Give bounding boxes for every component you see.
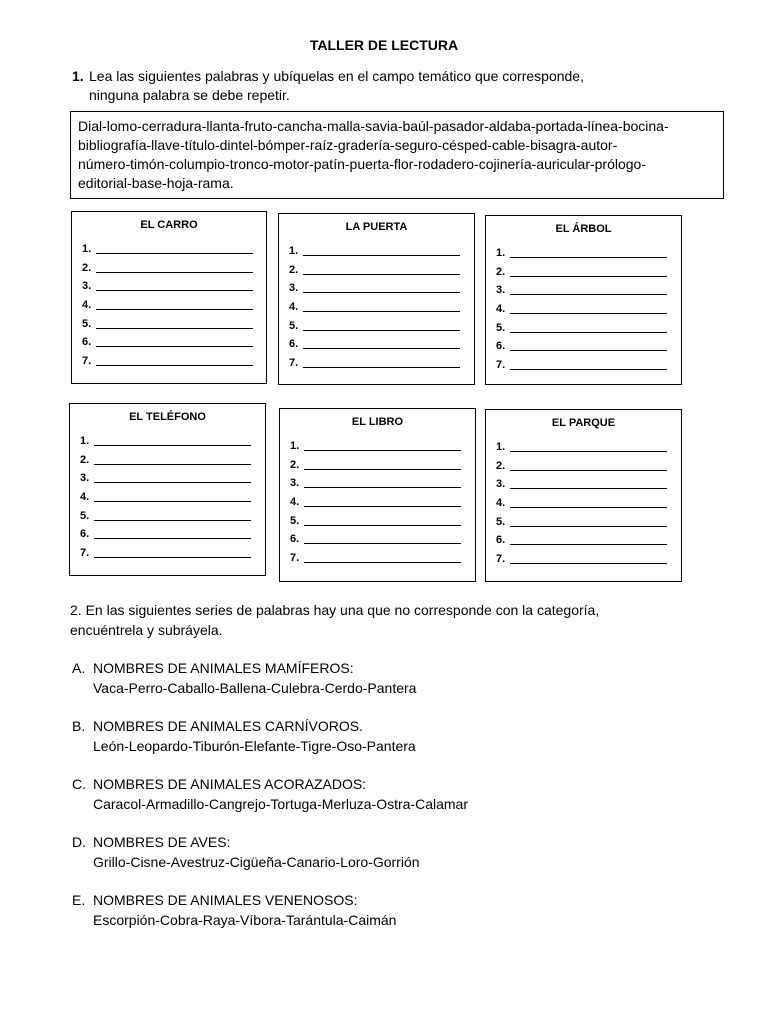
- answer-line[interactable]: [82, 352, 266, 371]
- word-box: [70, 111, 724, 199]
- answer-number: 4.: [289, 301, 299, 314]
- answer-blank[interactable]: [510, 357, 667, 370]
- series-words[interactable]: Vaca-Perro-Caballo-Ballena-Culebra-Cerdo-Pantera: [93, 680, 417, 696]
- answer-number: 3.: [289, 282, 299, 295]
- answer-blank[interactable]: [94, 433, 251, 446]
- answer-line[interactable]: [290, 493, 475, 512]
- question-1-line-2: ninguna palabra se debe repetir.: [89, 87, 290, 103]
- answer-line[interactable]: [496, 337, 681, 356]
- category-title: EL TELÉFONO: [129, 411, 206, 423]
- answer-line[interactable]: [289, 242, 474, 261]
- series-words[interactable]: Grillo-Cisne-Avestruz-Cigüeña-Canario-Loro-Gorrión: [93, 854, 420, 870]
- answer-blank[interactable]: [510, 282, 667, 295]
- answer-line[interactable]: [82, 277, 266, 296]
- question-2-line-2: encuéntrela y subráyela.: [70, 622, 223, 638]
- answer-blank[interactable]: [96, 297, 253, 310]
- series-heading: NOMBRES DE ANIMALES CARNÍVOROS.: [93, 718, 363, 734]
- answer-line[interactable]: [496, 494, 681, 513]
- answer-number: 7.: [289, 357, 299, 370]
- category-box-la-puerta: [278, 213, 475, 385]
- answer-line[interactable]: [80, 525, 265, 544]
- answer-number: 3.: [80, 472, 90, 485]
- answer-number: 2.: [290, 458, 300, 471]
- answer-blank[interactable]: [303, 243, 460, 256]
- answer-number: 1.: [82, 243, 92, 255]
- answer-blank[interactable]: [96, 334, 253, 347]
- answer-number: 7.: [290, 552, 300, 565]
- series-letter: B.: [72, 718, 86, 734]
- answer-blank[interactable]: [96, 353, 253, 366]
- category-title: EL ÁRBOL: [555, 223, 612, 235]
- category-box-el-carro: [71, 211, 267, 384]
- question-1-line-1: [72, 67, 664, 86]
- category-title: EL CARRO: [140, 219, 198, 231]
- answer-number: 4.: [80, 491, 90, 504]
- answer-number: 4.: [290, 496, 300, 509]
- answer-line[interactable]: [82, 259, 266, 278]
- category-box-el-parque: [485, 409, 682, 582]
- answer-line[interactable]: [80, 451, 265, 470]
- category-box-el-arbol: [485, 215, 682, 385]
- answer-line[interactable]: [80, 488, 265, 507]
- series-e: [72, 890, 396, 930]
- answer-number: 3.: [496, 478, 506, 491]
- answer-number: 4.: [82, 299, 92, 312]
- answer-number: 5.: [496, 321, 506, 334]
- answer-line[interactable]: [496, 457, 681, 476]
- series-letter: D.: [72, 834, 86, 850]
- answer-number: 6.: [496, 340, 506, 353]
- answer-blank[interactable]: [96, 316, 253, 329]
- question-1: [72, 67, 664, 105]
- answer-blank[interactable]: [303, 336, 460, 349]
- answer-blank[interactable]: [510, 245, 667, 258]
- answer-blank[interactable]: [94, 470, 251, 483]
- answer-blank[interactable]: [510, 439, 667, 452]
- series-letter: A.: [72, 660, 86, 676]
- answer-number: 3.: [290, 477, 300, 490]
- page-title: TALLER DE LECTURA: [309, 37, 459, 53]
- answer-number: 5.: [496, 515, 506, 528]
- answer-line[interactable]: [290, 474, 475, 493]
- answer-line[interactable]: [289, 261, 474, 280]
- answer-line[interactable]: [496, 531, 681, 550]
- answer-blank[interactable]: [304, 475, 461, 488]
- question-1-text: Lea las siguientes palabras y ubíquelas en el campo temático que corresponde,: [89, 68, 584, 84]
- answer-blank[interactable]: [94, 526, 251, 539]
- answer-blank[interactable]: [304, 531, 461, 544]
- series-b: [72, 716, 416, 756]
- answer-line[interactable]: [290, 512, 475, 531]
- answer-line[interactable]: [496, 550, 681, 569]
- category-title: LA PUERTA: [345, 221, 408, 233]
- answer-line[interactable]: [290, 530, 475, 549]
- answer-line[interactable]: [290, 549, 475, 568]
- answer-blank[interactable]: [510, 301, 667, 314]
- answer-line[interactable]: [82, 315, 266, 334]
- series-heading: NOMBRES DE ANIMALES VENENOSOS:: [93, 892, 358, 908]
- answer-line[interactable]: [496, 281, 681, 300]
- answer-line[interactable]: [496, 300, 681, 319]
- category-box-el-telefono: [69, 403, 266, 576]
- answer-number: 5.: [289, 319, 299, 332]
- answer-blank[interactable]: [510, 495, 667, 508]
- answer-line[interactable]: [80, 469, 265, 488]
- answer-number: 2.: [496, 459, 506, 472]
- series-words[interactable]: Caracol-Armadillo-Cangrejo-Tortuga-Merluza-Ostra-Calamar: [93, 796, 468, 812]
- answer-line[interactable]: [289, 298, 474, 317]
- series-d: [72, 832, 420, 872]
- answer-line[interactable]: [82, 296, 266, 315]
- answer-number: 6.: [290, 533, 300, 546]
- answer-blank[interactable]: [510, 532, 667, 545]
- answer-number: 1.: [289, 245, 299, 257]
- answer-number: 2.: [82, 261, 92, 274]
- answer-blank[interactable]: [303, 262, 460, 275]
- answer-number: 5.: [290, 514, 300, 527]
- word-box-line: bibliografía-llave-título-dintel-bómper-raíz-gradería-seguro-césped-cable-bisagra-autor-: [78, 137, 618, 153]
- answer-line[interactable]: [496, 513, 681, 532]
- answer-blank[interactable]: [510, 476, 667, 489]
- answer-number: 6.: [80, 528, 90, 541]
- answer-line[interactable]: [496, 263, 681, 282]
- answer-line[interactable]: [496, 356, 681, 375]
- answer-blank[interactable]: [510, 458, 667, 471]
- category-title: EL PARQUE: [551, 417, 616, 429]
- series-letter: C.: [72, 776, 86, 792]
- answer-blank[interactable]: [304, 513, 461, 526]
- answer-blank[interactable]: [94, 452, 251, 465]
- answer-number: 1.: [290, 440, 300, 452]
- answer-line[interactable]: [496, 319, 681, 338]
- answer-blank[interactable]: [94, 489, 251, 502]
- word-box-line: Dial-lomo-cerradura-llanta-fruto-cancha-malla-savia-baúl-pasador-aldaba-portada-línea-bocina-: [78, 118, 669, 134]
- category-box-el-libro: [279, 408, 476, 582]
- answer-blank[interactable]: [96, 278, 253, 291]
- answer-line[interactable]: [290, 456, 475, 475]
- answer-blank[interactable]: [94, 508, 251, 521]
- series-heading: NOMBRES DE AVES:: [93, 834, 231, 850]
- answer-number: 1.: [80, 435, 90, 447]
- word-box-line: editorial-base-hoja-rama.: [78, 175, 234, 191]
- answer-blank[interactable]: [303, 299, 460, 312]
- answer-number: 7.: [496, 359, 506, 372]
- answer-number: 6.: [496, 534, 506, 547]
- answer-line[interactable]: [82, 333, 266, 352]
- answer-number: 1.: [496, 247, 506, 259]
- series-a: [72, 658, 416, 698]
- answer-blank[interactable]: [304, 457, 461, 470]
- answer-line[interactable]: [496, 244, 681, 263]
- answer-number: 2.: [496, 265, 506, 278]
- question-2-line-1: 2. En las siguientes series de palabras hay una que no corresponde con la categoría,: [70, 602, 600, 618]
- answer-line[interactable]: [80, 432, 265, 451]
- series-letter: E.: [72, 892, 86, 908]
- answer-number: 2.: [80, 453, 90, 466]
- answer-number: 5.: [80, 509, 90, 522]
- answer-line[interactable]: [289, 279, 474, 298]
- answer-number: 3.: [82, 280, 92, 293]
- answer-line[interactable]: [289, 317, 474, 336]
- series-c: [72, 774, 468, 814]
- answer-line[interactable]: [496, 475, 681, 494]
- answer-line[interactable]: [80, 544, 265, 563]
- answer-line[interactable]: [290, 437, 475, 456]
- answer-blank[interactable]: [96, 260, 253, 273]
- answer-number: 6.: [82, 336, 92, 349]
- answer-blank[interactable]: [510, 551, 667, 564]
- answer-line[interactable]: [80, 507, 265, 526]
- series-heading: NOMBRES DE ANIMALES MAMÍFEROS:: [93, 660, 354, 676]
- series-heading: NOMBRES DE ANIMALES ACORAZADOS:: [93, 776, 367, 792]
- answer-blank[interactable]: [96, 241, 253, 254]
- answer-blank[interactable]: [304, 494, 461, 507]
- answer-line[interactable]: [289, 335, 474, 354]
- question-2: [70, 600, 670, 640]
- answer-blank[interactable]: [304, 550, 461, 563]
- answer-blank[interactable]: [303, 318, 460, 331]
- answer-blank[interactable]: [94, 545, 251, 558]
- answer-number: 4.: [496, 303, 506, 316]
- series-words[interactable]: León-Leopardo-Tiburón-Elefante-Tigre-Oso-Pantera: [93, 738, 416, 754]
- answer-line[interactable]: [289, 354, 474, 373]
- answer-number: 4.: [496, 497, 506, 510]
- answer-number: 2.: [289, 263, 299, 276]
- word-box-line: número-timón-columpio-tronco-motor-patín-puerta-flor-rodadero-cojinería-auricular-prólogo-: [78, 156, 647, 172]
- category-title: EL LIBRO: [351, 416, 404, 428]
- question-1-number: 1.: [72, 68, 84, 84]
- answer-number: 7.: [496, 553, 506, 566]
- answer-blank[interactable]: [303, 355, 460, 368]
- answer-blank[interactable]: [510, 514, 667, 527]
- answer-number: 7.: [82, 355, 92, 368]
- answer-line[interactable]: [496, 438, 681, 457]
- answer-line[interactable]: [82, 240, 266, 259]
- answer-blank[interactable]: [303, 280, 460, 293]
- answer-blank[interactable]: [510, 264, 667, 277]
- answer-number: 7.: [80, 547, 90, 560]
- answer-number: 3.: [496, 284, 506, 297]
- series-words[interactable]: Escorpión-Cobra-Raya-Víbora-Tarántula-Caimán: [93, 912, 397, 928]
- answer-blank[interactable]: [304, 438, 461, 451]
- answer-number: 6.: [289, 338, 299, 351]
- answer-blank[interactable]: [510, 320, 667, 333]
- answer-number: 1.: [496, 441, 506, 453]
- answer-blank[interactable]: [510, 338, 667, 351]
- answer-number: 5.: [82, 317, 92, 330]
